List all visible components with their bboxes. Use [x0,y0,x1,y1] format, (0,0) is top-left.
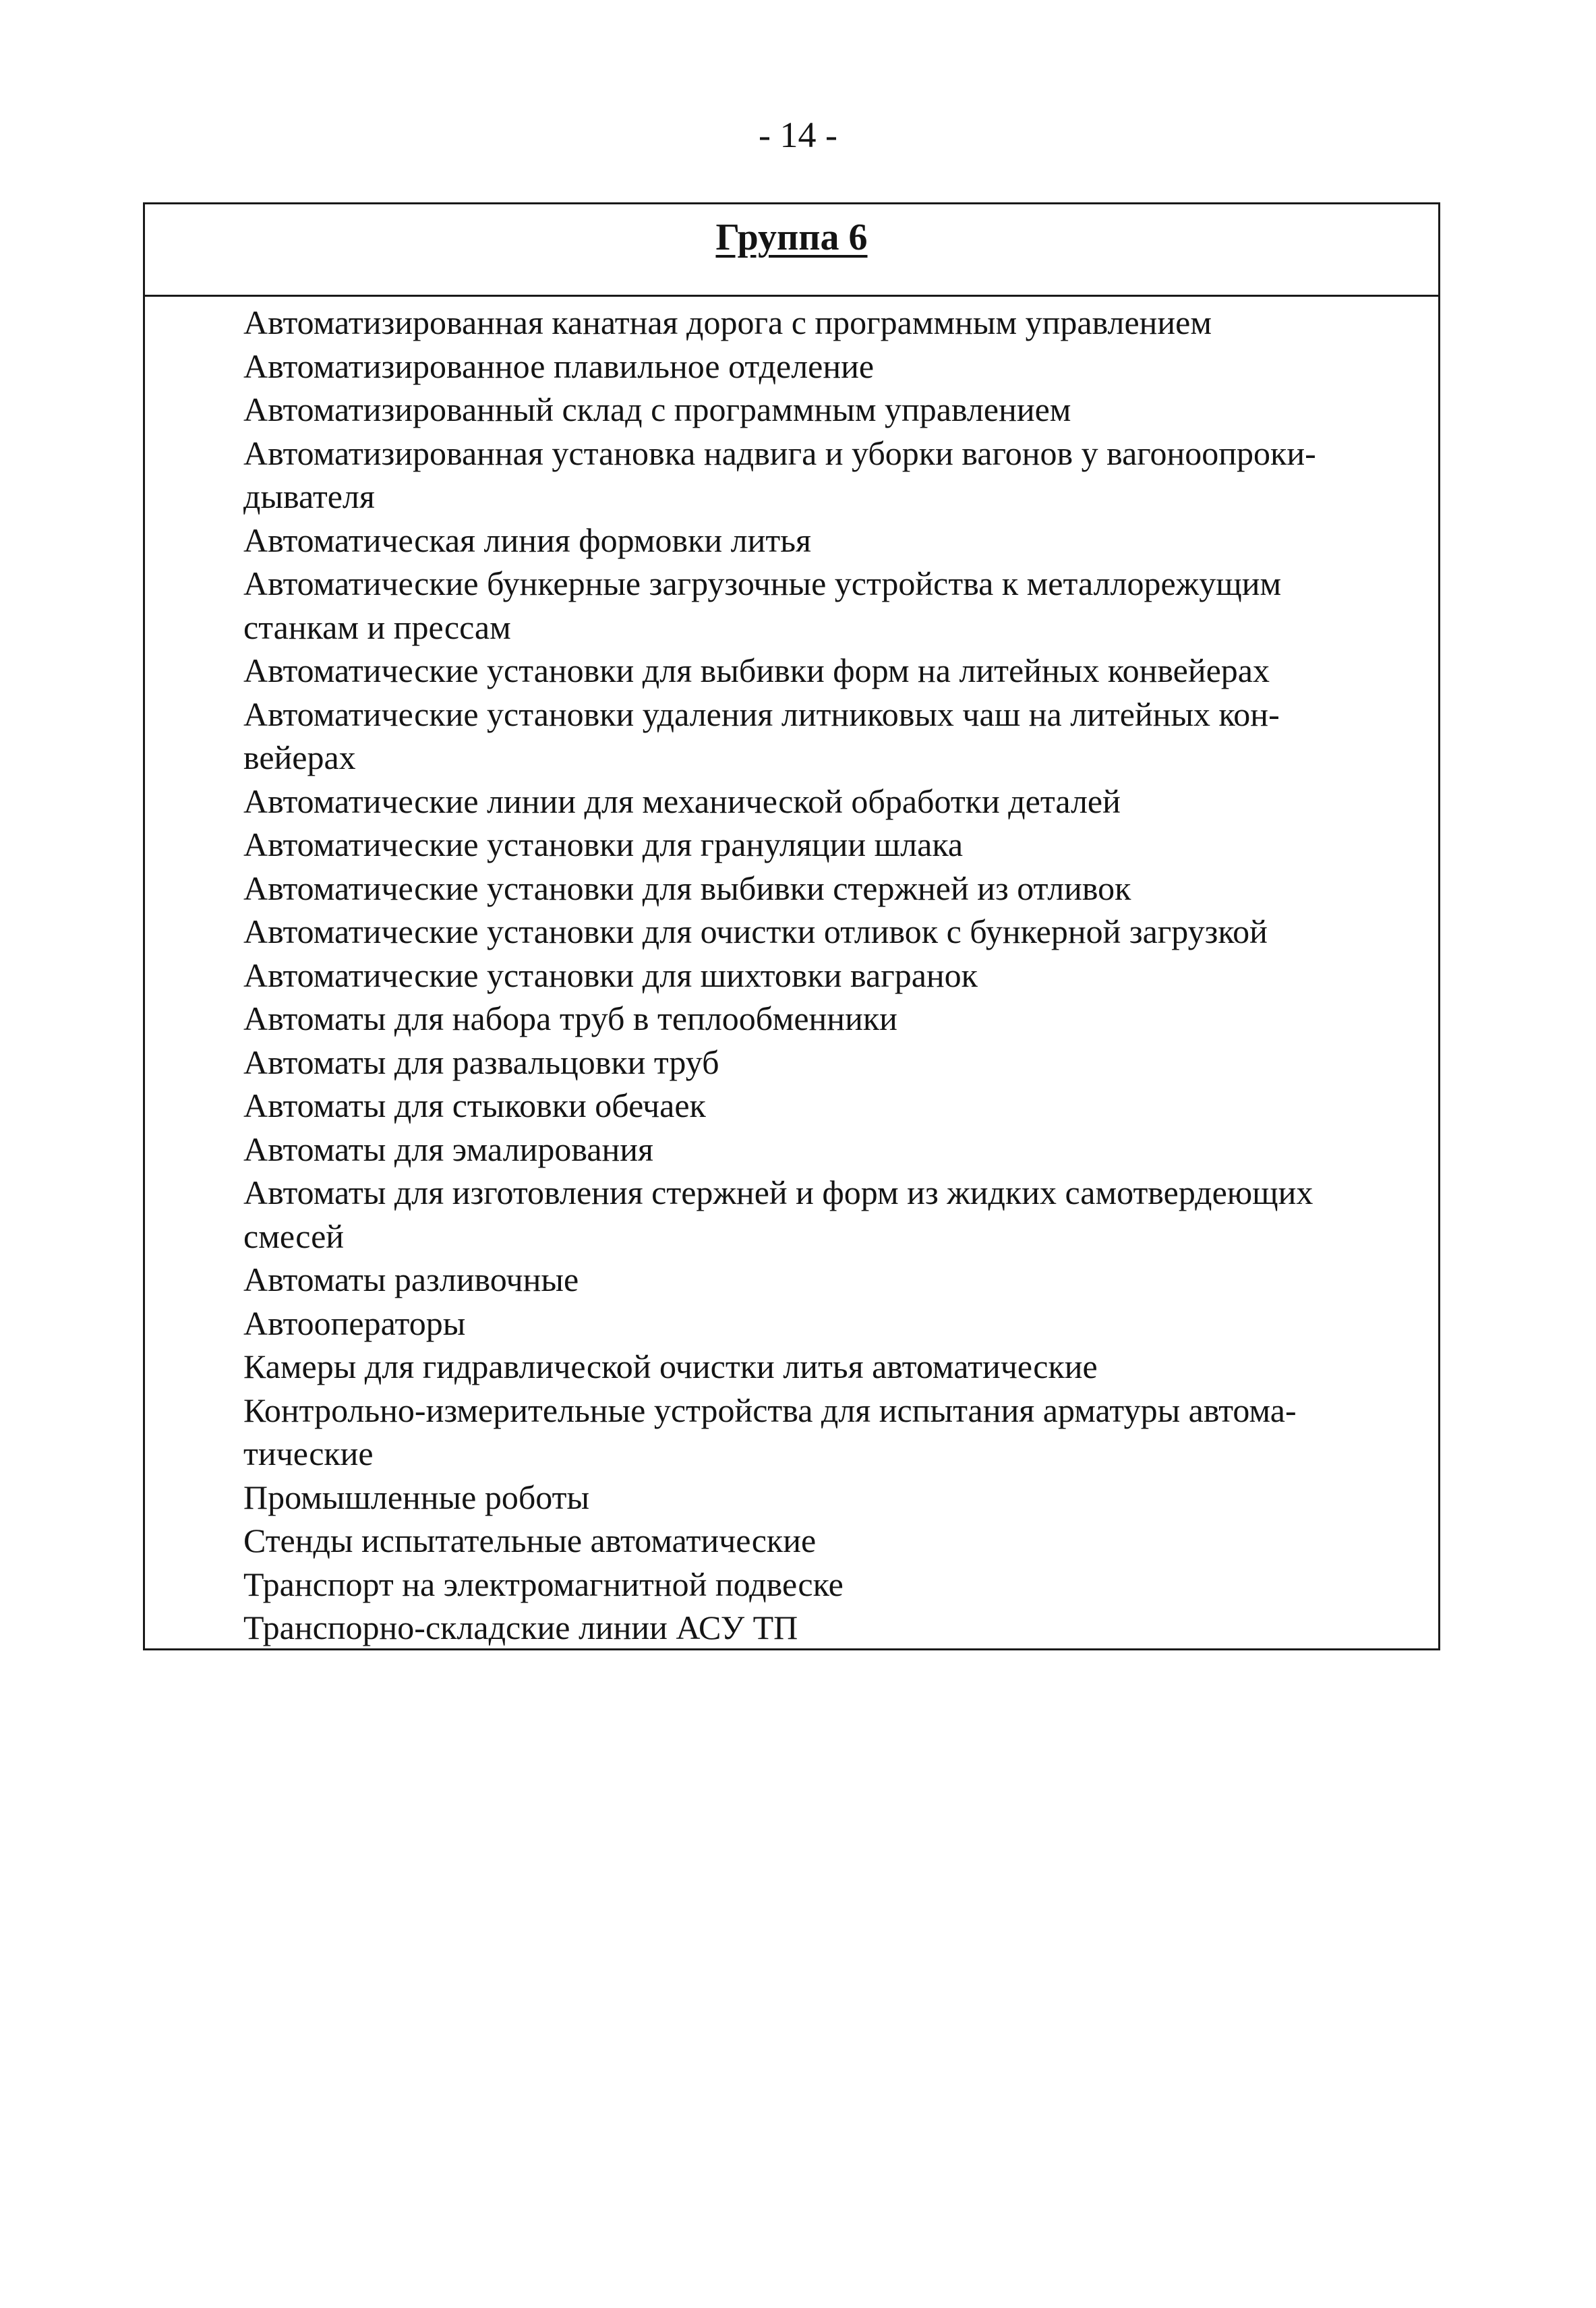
list-item [243,693,1430,780]
list-item [243,1476,1430,1520]
list-item-text: Автоматизированное плавильное отделение [243,347,875,385]
page-number: - 14 - [759,115,837,155]
list-item [243,301,1430,345]
list-item [243,910,1430,954]
list-item [243,954,1430,998]
list-item-text: Транспорт на электромагнитной подвеске [243,1565,844,1603]
list-item [243,867,1430,911]
list-item [243,1389,1430,1476]
list-item [243,1171,1430,1258]
list-item-text: Автоматические установки для выбивки стержней из отливок [243,869,1131,907]
group-table [143,202,1440,1650]
list-item-text: Автоматическая линия формовки литья [243,521,812,559]
list-item [243,1128,1430,1172]
list-item [243,345,1430,388]
list-item-text: Автоматы для набора труб в теплообменники [243,1000,897,1037]
list-item-continuation: смесей [243,1217,345,1255]
list-item [243,562,1430,649]
list-item [243,1302,1430,1346]
list-item-text: Автооператоры [243,1304,466,1342]
list-item-text: Автоматизированный склад с программным управлением [243,391,1071,428]
list-item-text: Автоматизированная канатная дорога с программным управлением [243,304,1212,341]
list-item [243,823,1430,867]
list-item [243,649,1430,693]
list-item-continuation: тические [243,1435,374,1472]
list-item-text: Контрольно-измерительные устройства для испытания арматуры автома- [243,1391,1297,1429]
list-item [243,1345,1430,1389]
list-item-text: Автоматизированная установка надвига и уборки вагонов у вагоноопроки- [243,434,1316,472]
list-item [243,997,1430,1041]
list-item-text: Автоматические линии для механической обработки деталей [243,782,1121,820]
group-title: Группа 6 [715,217,868,258]
list-item [243,1563,1430,1607]
list-item-text: Автоматические установки для грануляции шлака [243,826,964,863]
list-item [243,1084,1430,1128]
list-item-text: Стенды испытательные автоматические [243,1522,817,1559]
list-item [243,1606,1430,1650]
equipment-list [243,301,1430,1650]
list-item-continuation: вейерах [243,739,356,776]
list-item-text: Автоматы разливочные [243,1261,579,1298]
list-item [243,1041,1430,1085]
list-item-continuation: дывателя [243,478,375,515]
list-item [243,388,1430,432]
list-item [243,1258,1430,1302]
list-item-text: Промышленные роботы [243,1478,590,1516]
list-item-text: Автоматические установки для очистки отливок с бункерной загрузкой [243,913,1268,950]
list-item-text: Автоматические установки для шихтовки вагранок [243,956,978,994]
list-item [243,780,1430,824]
list-item-text: Камеры для гидравлической очистки литья автоматические [243,1348,1098,1385]
list-item-text: Автоматические установки для выбивки форм на литейных конвейерах [243,652,1270,689]
list-item-text: Автоматические установки удаления литниковых чаш на литейных кон- [243,695,1280,733]
list-item [243,519,1430,562]
list-item-text: Автоматы для эмалирования [243,1130,654,1168]
list-item-text: Автоматы для изготовления стержней и форм из жидких самотвердеющих [243,1174,1313,1211]
list-item-text: Транспорно-складские линии АСУ ТП [243,1609,798,1646]
list-item-text: Автоматы для развальцовки труб [243,1043,719,1081]
list-item [243,1519,1430,1563]
list-item-text: Автоматы для стыковки обечаек [243,1087,706,1124]
group-header [145,204,1438,297]
list-item [243,432,1430,519]
list-item-continuation: станкам и прессам [243,608,511,646]
list-item-text: Автоматические бункерные загрузочные устройства к металлорежущим [243,565,1282,602]
